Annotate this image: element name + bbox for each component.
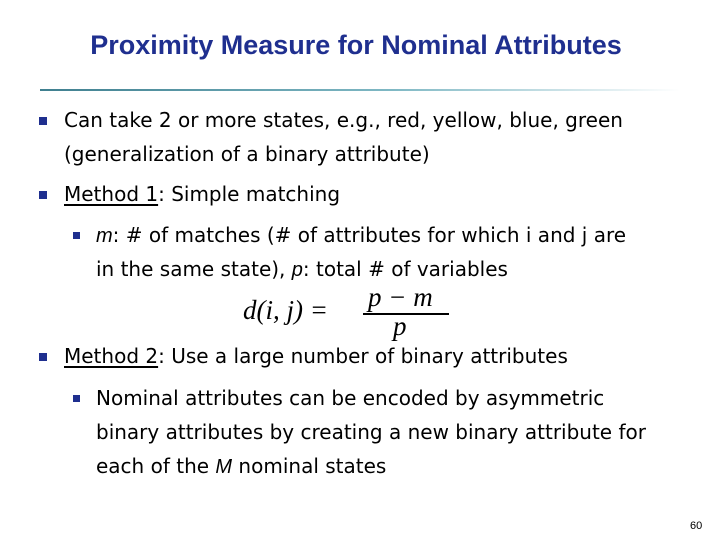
sub-bullet-3a-line-3 xyxy=(96,449,386,484)
bullet-marker xyxy=(39,117,47,125)
title-divider xyxy=(40,89,680,91)
distance-formula xyxy=(243,282,458,341)
bullet-3 xyxy=(64,339,568,373)
formula-lhs: d(i, j) = xyxy=(243,295,328,325)
bullet-marker xyxy=(39,191,47,199)
bullet-marker xyxy=(39,353,47,361)
bullet-1-line-1: Can take 2 or more states, e.g., red, yellow, blue, green xyxy=(64,108,623,132)
sub-bullet-3a-text-start: each of the xyxy=(96,454,216,478)
method-2-text: : Use a large number of binary attributes xyxy=(158,344,568,368)
sub-bullet-marker xyxy=(73,232,80,239)
method-1-label: Method 1 xyxy=(64,182,159,206)
method-1-text: : Simple matching xyxy=(158,182,341,206)
slide-title: Proximity Measure for Nominal Attributes xyxy=(90,30,622,60)
sub-bullet-3a-line-1: Nominal attributes can be encoded by asymmetric xyxy=(96,386,605,410)
sub-bullet-2a-text: : # of matches (# of attributes for which i and j are xyxy=(112,223,627,247)
formula-denominator: p xyxy=(393,311,407,341)
sub-bullet-marker xyxy=(73,395,80,402)
formula-numerator: p − m xyxy=(368,282,433,312)
method-2-label: Method 2 xyxy=(64,344,159,368)
sub-bullet-3a-text-end: nominal states xyxy=(232,454,387,478)
bullet-2 xyxy=(64,177,340,211)
sub-bullet-2a-line-2 xyxy=(96,252,508,287)
page-number: 60 xyxy=(690,520,703,532)
variable-M: M xyxy=(215,456,233,478)
variable-p: p xyxy=(291,259,303,281)
sub-bullet-2a-text-end: : total # of variables xyxy=(302,257,508,281)
variable-m: m xyxy=(96,225,113,247)
sub-bullet-2a-line-1 xyxy=(96,218,626,253)
sub-bullet-3a-line-2: binary attributes by creating a new binary attribute for xyxy=(96,420,646,444)
bullet-1-line-2: (generalization of a binary attribute) xyxy=(64,142,430,166)
sub-bullet-2a-text-start: in the same state), xyxy=(96,257,292,281)
